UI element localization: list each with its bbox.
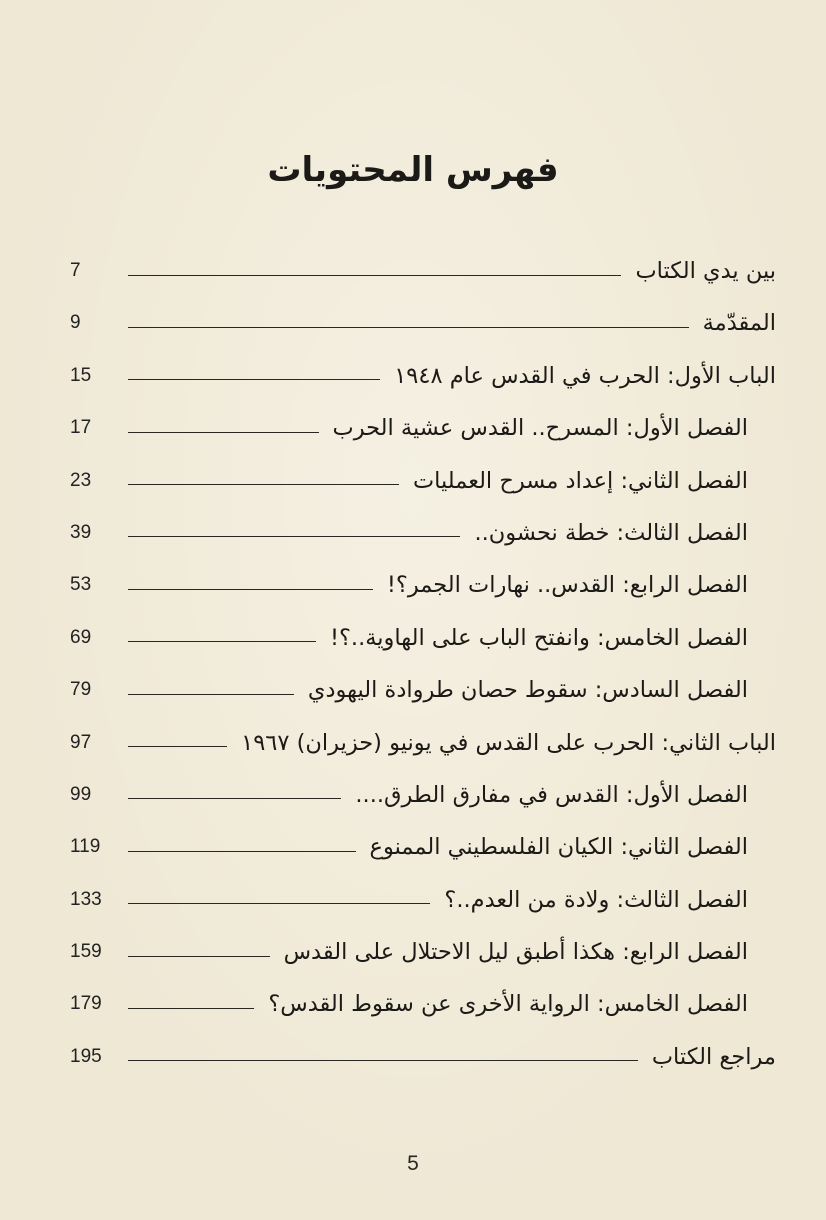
toc-entry	[0, 924, 826, 976]
toc-entry	[0, 243, 826, 295]
toc-entry-label: بين يدي الكتاب	[635, 258, 776, 284]
page-number: 5	[407, 1152, 419, 1175]
toc-entry	[0, 976, 826, 1028]
toc-leader-line	[128, 903, 430, 904]
toc-leader-line	[128, 694, 294, 695]
toc-entry-label: الفصل الثاني: إعداد مسرح العمليات	[412, 467, 748, 494]
toc-entry-label: الفصل الثالث: ولادة من العدم..؟	[444, 886, 748, 913]
toc-leader-line	[128, 798, 341, 799]
toc-page-number: 159	[70, 941, 102, 963]
toc-page-number: 179	[70, 993, 102, 1015]
toc-leader-line	[128, 379, 380, 380]
toc-entry-label: الفصل الثاني: الكيان الفلسطيني الممنوع	[369, 834, 748, 861]
toc-entry-label: مراجع الكتاب	[651, 1043, 776, 1070]
toc-entry	[0, 1029, 826, 1081]
toc-entry	[0, 348, 826, 400]
toc-page-number: 53	[70, 574, 92, 596]
toc-page-number: 39	[70, 521, 92, 543]
toc-entry-label: الباب الثاني: الحرب على القدس في يونيو (حزيران) ١٩٦٧	[241, 729, 776, 756]
toc-entry	[0, 662, 826, 714]
toc-entry	[0, 453, 826, 505]
toc-leader-line	[128, 1060, 638, 1061]
toc-page-number: 69	[70, 626, 92, 648]
toc-leader-line	[128, 484, 399, 485]
toc-page-number: 23	[70, 469, 92, 491]
toc-leader-line	[128, 327, 689, 328]
toc-entry-label: المقدّمة	[702, 310, 776, 337]
toc-page-number: 7	[70, 260, 81, 281]
toc-page-number: 79	[70, 679, 92, 701]
toc-entry-label: الباب الأول: الحرب في القدس عام ١٩٤٨	[394, 362, 776, 389]
toc-leader-line	[128, 589, 373, 590]
toc-entry	[0, 505, 826, 557]
toc-leader-line	[128, 432, 319, 433]
toc-entry	[0, 715, 826, 767]
toc-entry	[0, 610, 826, 662]
toc-leader-line	[128, 536, 460, 537]
toc-leader-line	[128, 641, 316, 642]
table-of-contents	[0, 243, 826, 1093]
page-title: فهرس المحتويات	[267, 150, 559, 190]
toc-entry-label: الفصل الرابع: هكذا أطبق ليل الاحتلال على القدس	[283, 939, 748, 966]
toc-leader-line	[128, 956, 270, 957]
toc-leader-line	[128, 1008, 254, 1009]
toc-entry	[0, 872, 826, 924]
toc-entry-label: الفصل الخامس: وانفتح الباب على الهاوية..؟!	[329, 624, 748, 651]
toc-leader-line	[128, 851, 356, 852]
toc-entry	[0, 400, 826, 452]
toc-entry	[0, 767, 826, 819]
toc-entry-label: الفصل الخامس: الرواية الأخرى عن سقوط القدس؟	[268, 991, 748, 1018]
toc-entry	[0, 819, 826, 871]
toc-page-number: 15	[70, 364, 92, 386]
toc-leader-line	[128, 746, 227, 747]
toc-entry-label: الفصل الأول: القدس في مفارق الطرق....	[355, 781, 748, 808]
toc-page-number: 195	[70, 1045, 102, 1067]
toc-entry	[0, 295, 826, 347]
toc-entry-label: الفصل الثالث: خطة نحشون..	[474, 519, 748, 546]
toc-page-number: 17	[70, 417, 92, 439]
toc-entry-label: الفصل الرابع: القدس.. نهارات الجمر؟!	[386, 572, 748, 599]
toc-page-number: 9	[70, 312, 81, 334]
toc-page-number: 119	[70, 836, 101, 858]
toc-page-number: 133	[70, 888, 102, 910]
toc-entry-label: الفصل الأول: المسرح.. القدس عشية الحرب	[332, 415, 748, 442]
toc-entry-label: الفصل السادس: سقوط حصان طروادة اليهودي	[307, 677, 748, 704]
toc-entry	[0, 557, 826, 609]
toc-leader-line	[128, 275, 621, 276]
toc-page-number: 97	[70, 731, 92, 753]
toc-page-number: 99	[70, 783, 92, 805]
